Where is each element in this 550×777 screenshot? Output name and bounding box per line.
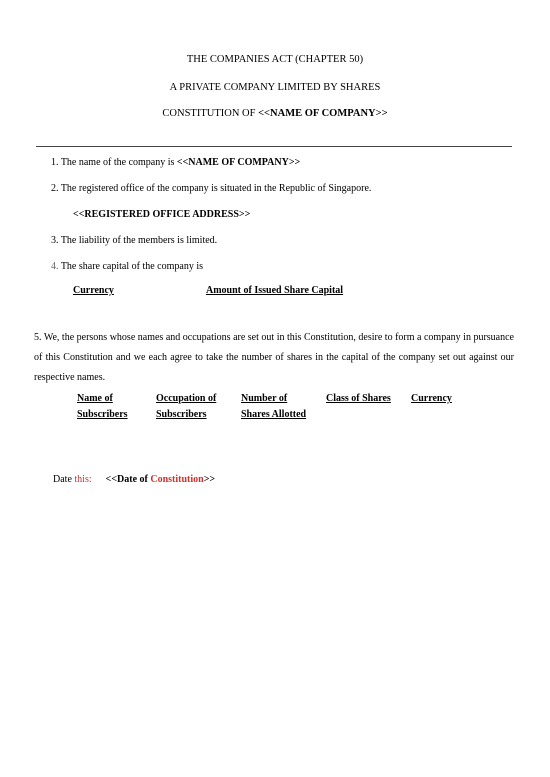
date-label-this: this: bbox=[74, 474, 92, 485]
act-title: THE COMPANIES ACT (CHAPTER 50) bbox=[186, 54, 364, 65]
col-subscribers-name: Subscribers bbox=[77, 409, 128, 420]
header-divider bbox=[36, 146, 512, 147]
clause-1-text: 1. The name of the company is bbox=[51, 157, 177, 168]
registered-office-address: <<REGISTERED OFFICE ADDRESS>> bbox=[73, 209, 251, 220]
clause-3-text: 3. The liability of the members is limited. bbox=[51, 235, 218, 246]
col-name-of: Name of bbox=[77, 393, 113, 404]
clause-2-address bbox=[73, 208, 250, 221]
col-number-of: Number of bbox=[241, 393, 288, 404]
date-value-constitution: Constitution bbox=[150, 474, 204, 485]
constitution-prefix: CONSTITUTION OF bbox=[162, 108, 259, 119]
clause-5-text: 5. We, the persons whose names and occupations are set out in this Constitution, desire to form a company in pursuance of this Constitution and we each agree to take the number of shares in the capital of the company set out against our respective names. bbox=[34, 332, 514, 383]
col-currency: Currency bbox=[411, 393, 452, 404]
date-value-suffix: >> bbox=[203, 474, 216, 485]
constitution-company-name: <<NAME OF COMPANY>> bbox=[258, 108, 388, 119]
date-value-prefix: <<Date of bbox=[105, 474, 151, 485]
company-type-title: A PRIVATE COMPANY LIMITED BY SHARES bbox=[169, 82, 381, 93]
share-capital-amount-header: Amount of Issued Share Capital bbox=[206, 285, 344, 296]
clause-4-text: The share capital of the company is bbox=[58, 261, 203, 272]
date-label: Date bbox=[53, 474, 75, 485]
clause-1 bbox=[51, 156, 300, 169]
date-line bbox=[53, 473, 215, 486]
col-class-of-shares: Class of Shares bbox=[326, 393, 391, 404]
clause-4 bbox=[51, 260, 203, 273]
share-capital-currency-header: Currency bbox=[73, 285, 114, 296]
col-occupation-of: Occupation of bbox=[156, 393, 217, 404]
clause-4-number: 4. bbox=[51, 261, 59, 272]
col-subscribers-occupation: Subscribers bbox=[156, 409, 207, 420]
clause-1-company-name: <<NAME OF COMPANY>> bbox=[176, 157, 301, 168]
col-shares-allotted: Shares Allotted bbox=[241, 409, 307, 420]
constitution-title bbox=[0, 107, 550, 120]
clause-2-text: 2. The registered office of the company is situated in the Republic of Singapore. bbox=[51, 183, 372, 194]
